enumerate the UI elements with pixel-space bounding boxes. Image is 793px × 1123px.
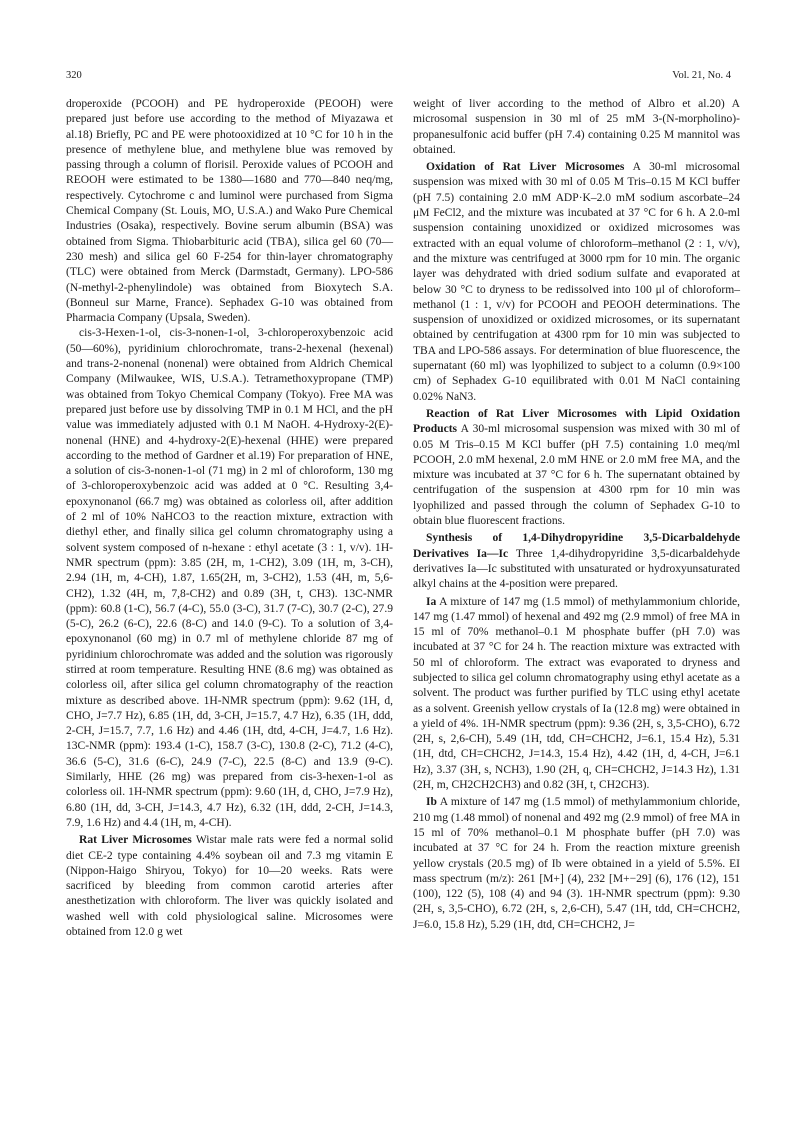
paragraph-text: A 30-ml microsomal suspension was mixed with 30 ml of 0.05 M Tris–0.15 M KCl buffer (pH 7.5) containing 1.0 meq/ml PCOOH, 2.0 mM hexenal, 2.0 mM HNE or 2.0 mM free MA, and the mixture was incubated at 37 °C for 6 h. The supernatant obtained by centrifugation of the suspension at 4300 rpm for 10 min was lyophilized and passed through the column of Sephadex G-10 to obtain blue fluorescent fractions. [413, 423, 740, 528]
section-heading: Synthesis of 1,4-Dihydropyridine 3,5-Dicarbaldehyde Derivatives Ia—Ic [413, 532, 740, 560]
section-heading: Rat Liver Microsomes [79, 834, 192, 847]
paragraph-text: Three 1,4-dihydropyridine 3,5-dicarbaldehyde derivatives Ia—Ic substituted with unsaturated or hydroxyunsaturated alkyl chains at the 4-position were prepared. [413, 547, 741, 591]
left-column [66, 97, 393, 940]
paragraph [413, 531, 740, 592]
paragraph-text: A mixture of 147 mg (1.5 mmol) of methylammonium chloride, 147 mg (1.47 mmol) of hexenal and 492 mg (2.9 mmol) of free MA in 15 ml of 70% methanol–0.1 M phosphate buffer (pH 7.0) was incubated at 37 °C for 24 h. The reaction mixture was extracted with 50 ml of chloroform. The extract was evaporated to dryness and subjected to silica gel column chromatography using ethyl acetate as a solvent. The product was further purified by TLC using ethyl acetate as a solvent. Greenish yellow crystals of Ia (12.8 mg) were obtained in a yield of 4%. 1H-NMR spectrum (ppm): 9.36 (2H, s, 3,5-CHO), 6.72 (2H, s, 2,6-CH), 5.49 (1H, tdd, CH=CHCH2, J=6.1, 15.4 Hz), 5.31 (1H, dtd, CH=CHCH2, J=14.3, 15.4 Hz), 4.42 (1H, d, 4-CH, J=6.1 Hz), 3.37 (3H, s, NCH3), 1.90 (2H, q, CH=CHCH2, J=14.3 Hz), 1.31 (2H, m, CH2CH2CH3) and 0.82 (3H, t, CH2CH3). [413, 595, 740, 792]
paragraph [413, 595, 740, 794]
section-heading: Oxidation of Rat Liver Microsomes [426, 161, 625, 174]
paragraph-text: cis-3-Hexen-1-ol, cis-3-nonen-1-ol, 3-chloroperoxybenzoic acid (50—60%), pyridinium chlorochromate, trans-2-hexenal (hexenal) and trans-2-nonenal (nonenal) were obtained from Aldrich Chemical Company (Milwaukee, WIS, U.S.A.). Tetramethoxypropane (TMP) was obtained from Tokyo Chemical Company (Tokyo). Free MA was prepared just before use by dissolving TMP in 0.1 M HCl, and the pH value was immediately adjusted with 0.1 M NaOH. 4-Hydroxy-2(E)-nonenal (HNE) and 4-hydroxy-2(E)-hexenal (HHE) were prepared according to the method of Gardner et al.19) For preparation of HNE, a solution of cis-3-nonen-1-ol (71 mg) in 2 ml of chloroform, 130 mg of 3-chloroperoxybenzoic acid was added at 0 °C. Resulting 3,4-epoxynonanol (66.7 mg) was obtained as colorless oil, after addition of 2 ml of 10% NaHCO3 to the reaction mixture, extraction with diethyl ether, and finally silica gel column chromatography using a solvent system composed of n-hexane : ethyl acetate (3 : 1, v/v). 1H-NMR spectrum (ppm): 3.85 (2H, m, 1-CH2), 3.09 (1H, m, 3-CH), 2.94 (1H, m, 4-CH), 1.87, 1.65(2H, m, 3-CH2), 1.53 (4H, m, 5,6-CH2), 1.32 (4H, m, 7,8-CH2) and 0.89 (3H, t, CH3). 13C-NMR (ppm): 60.8 (1-C), 56.7 (4-C), 55.0 (3-C), 31.7 (7-C), 30.7 (2-C), 27.9 (5-C), 26.2 (6-C), 22.6 (8-C) and 14.0 (9-C). To a solution of 3,4-epoxynonanol (60 mg) in 0.7 ml of methylene chloride 87 mg of pyridinium chlorochromate was added and the solution was rigorously stirred at room temperature. Resulting HNE (8.6 mg) was obtained as colorless oil, after silica gel column chromatography of the reaction mixture as described above. 1H-NMR spectrum (ppm): 9.62 (1H, d, CHO, J=7.7 Hz), 6.85 (1H, dd, 3-CH, J=15.7, 4.7 Hz), 6.35 (1H, ddd, 2-CH, J=15.7, 7.7, 1.6 Hz) and 4.46 (1H, dtd, 4-CH, J=4.7, 1.6 Hz). 13C-NMR (ppm): 193.4 (1-C), 158.7 (3-C), 130.8 (2-C), 71.2 (4-C), 36.6 (5-C), 31.6 (6-C), 24.9 (7-C), 22.5 (8-C) and 13.9 (9-C). Similarly, HHE (26 mg) was prepared from cis-3-hexen-1-ol as colorless oil. 1H-NMR spectrum (ppm): 9.60 (1H, d, CHO, J=7.9 Hz), 6.80 (1H, dd, 3-CH, J=14.3, 4.7 Hz), 6.32 (1H, ddd, 2-CH, J=14.3, 7.9, 1.6 Hz) and 4.4 (1H, m, 4-CH). [66, 327, 393, 829]
section-heading: Ib [426, 796, 437, 809]
paragraph [66, 326, 393, 831]
paragraph [66, 833, 393, 940]
paragraph [413, 160, 740, 405]
paragraph-text: Wistar male rats were fed a normal solid diet CE-2 type containing 4.4% soybean oil and 7.3 mg vitamin E (Nippon-Haigo Shiryou, Tokyo) for 10—20 weeks. Rats were sacrificed by bleeding from common carotid arteries after anesthetization with chloroform. The liver was quickly isolated and washed well with cold physiological saline. Microsomes were obtained from 12.0 g wet [66, 834, 393, 939]
paragraph [66, 97, 393, 326]
paragraph [413, 795, 740, 933]
page-number: 320 [66, 70, 82, 81]
volume-issue: Vol. 21, No. 4 [672, 70, 731, 81]
paragraph-text: A 30-ml microsomal suspension was mixed with 30 ml of 0.05 M Tris–0.15 M KCl buffer (pH 7.5) containing 2.0 mM ADP·K–2.0 mM sodium ascorbate–24 μM FeCl2, and the mixture was incubated at 37 °C for 6 h. A 2.0-ml suspension containing unoxidized or oxidized microsomes was extracted with an equal volume of chloroform–methanol (2 : 1, v/v), and the mixture was centrifuged at 3000 rpm for 10 min. The organic layer was dehydrated with dried sodium sulfate and evaporated at below 30 °C to dryness to be redissolved into 100 μl of chloroform–methanol (1 : 1, v/v) for PCOOH and PEOOH determinations. The suspension of unoxidized or oxidized microsomes, or its supernatant obtained by centrifugation at 4300 rpm for 10 min was subjected to TBA and LPO-586 assays. For determination of blue fluorescence, the supernatant (60 ml) was lyophilized to subject to a column (0.9×100 cm) of Sephadex G-10 equilibrated with 0.01 M NaCl containing 0.02% NaN3. [413, 161, 741, 403]
right-column [413, 97, 740, 933]
paragraph-text: droperoxide (PCOOH) and PE hydroperoxide (PEOOH) were prepared just before use according to the method of Miyazawa et al.18) Briefly, PC and PE were photooxidized at 10 °C for 10 h in the presence of methylene blue, and methylene blue was removed by passing through a column of florisil. Peroxide values of PCOOH and REOOH were estimated to be 1380—1680 and 770—840 neq/mg, respectively. Cytochrome c and luminol were purchased from Sigma Chemical Company (St. Louis, MO, U.S.A.) and Wako Pure Chemical Industries (Osaka), respectively. Bovine serum albumin (BSA) was obtained from Sigma. Thiobarbituric acid (TBA), silica gel 60 (70—230 mesh) and silica gel 60 F-254 for thin-layer chromatography (TLC) were obtained from Merck (Darmstadt, Germany). LPO-586 (N-methyl-2-phenylindole) was obtained from Bioxytech S.A. (Bonneul sur Marne, France). Sephadex G-10 was obtained from Pharmacia Company (Upsala, Sweden). [66, 98, 393, 325]
paragraph-text: A mixture of 147 mg (1.5 mmol) of methylammonium chloride, 210 mg (1.48 mmol) of nonenal and 492 mg (2.9 mmol) of free MA in 15 ml of 70% methanol–0.1 M phosphate buffer (pH 7.0) was incubated at 37 °C for 24 h. From the reaction mixture greenish yellow crystals (20.5 mg) of Ib were obtained in a yield of 5.5%. EI mass spectrum (m/z): 261 [M+] (4), 232 [M+−29] (6), 176 (12), 151 (100), 122 (5), 108 (4) and 94 (3). 1H-NMR spectrum (ppm): 9.30 (2H, s, 3,5-CHO), 6.72 (2H, s, 2,6-CH), 5.47 (1H, tdd, CH=CHCH2, J=6.0, 15.8 Hz), 5.29 (1H, dtd, CH=CHCH2, J= [413, 796, 740, 931]
paragraph [413, 407, 740, 529]
section-heading: Ia [426, 595, 437, 608]
paragraph-text: weight of liver according to the method of Albro et al.20) A microsomal suspension in 30 ml of 25 mM 3-(N-morpholino)-propanesulfonic acid buffer (pH 7.4) containing 0.25 M mannitol was obtained. [413, 98, 740, 156]
section-heading: Reaction of Rat Liver Microsomes with Lipid Oxidation Products [413, 407, 740, 436]
paragraph [413, 97, 740, 158]
